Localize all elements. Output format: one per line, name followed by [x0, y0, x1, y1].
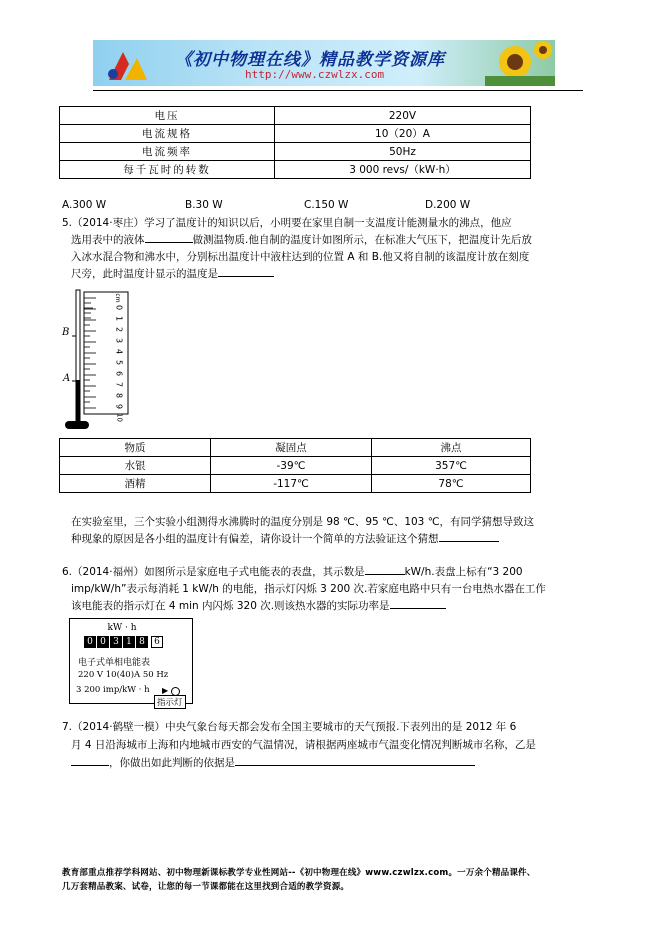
answer-blank[interactable]	[390, 598, 446, 609]
answer-blank[interactable]	[439, 531, 499, 542]
site-logo-icon	[99, 44, 159, 84]
table-cell: -117℃	[211, 475, 372, 493]
ruler-scale: cm 0 1 2 3 4 5 6 7 8 9 10	[114, 293, 124, 422]
answer-blank[interactable]	[71, 755, 109, 766]
indicator-label: 指示灯	[154, 695, 186, 709]
option-d: D.200 W	[425, 199, 471, 211]
meter-name: 电子式单相电能表	[78, 658, 151, 668]
table-cell: 每千瓦时的转数	[60, 161, 275, 179]
q5-text: 尺旁，此时温度计显示的温度是	[71, 268, 218, 280]
q5-extra-line-1: 在实验室里，三个实验小组测得水沸腾时的温度分别是 98 ℃、95 ℃、103 ℃，有同学猜想导致这	[71, 516, 534, 528]
answer-blank[interactable]	[218, 266, 274, 277]
q5-text: 选用表中的液体	[71, 234, 145, 246]
meter-digit: 0	[97, 636, 109, 648]
header-rule	[93, 90, 583, 91]
table-cell: 电压	[60, 107, 275, 125]
table-header-row	[60, 439, 531, 457]
table-cell: 50Hz	[275, 143, 531, 161]
option-a: A.300 W	[62, 199, 107, 211]
table-cell: 水银	[60, 457, 211, 475]
table-row	[60, 125, 531, 143]
option-c: C.150 W	[304, 199, 349, 211]
q5-line-4	[71, 266, 274, 281]
q6-text: 该电能表的指示灯在 4 min 内闪烁 320 次.则该热水器的实际功率是	[71, 600, 390, 612]
q5-line-3: 入冰水混合物和沸水中，分别标出温度计中液柱达到的位置 A 和 B.他又将自制的该温度计放在刻度	[71, 251, 530, 263]
q5-extra-text: 种现象的原因是各小组的温度计有偏差，请你设计一个简单的方法验证这个猜想	[71, 533, 439, 545]
table-cell: 3 000 revs/（kW·h）	[275, 161, 531, 179]
meter-digit: 3	[110, 636, 122, 648]
column-header: 沸点	[372, 439, 531, 457]
table-cell: 10（20）A	[275, 125, 531, 143]
meter-imp: 3 200 imp/kW · h	[76, 685, 150, 695]
q6-line-1	[62, 564, 523, 579]
table-cell: 酒精	[60, 475, 211, 493]
q5-line-2	[71, 232, 532, 247]
footer-line-1: 教育部重点推荐学科网站、初中物理新课标教学专业性网站--《初中物理在线》www.czwlzx.com。一万余个精品课件、	[62, 868, 536, 878]
thermometer-figure	[62, 288, 132, 436]
footer-line-2: 几万套精品教案、试卷，让您的每一节课都能在这里找到合适的教学资源。	[62, 882, 350, 892]
column-header: 物质	[60, 439, 211, 457]
q6-line-2: imp/kW/h”表示每消耗 1 kW/h 的电能，指示灯闪烁 3 200 次.若家庭电路中只有一台电热水器在工作	[71, 583, 546, 595]
answer-blank[interactable]	[145, 232, 193, 243]
table-cell: 220V	[275, 107, 531, 125]
q7-text: ，你做出如此判断的依据是	[109, 757, 235, 769]
meter-digit: 1	[123, 636, 135, 648]
column-header: 凝固点	[211, 439, 372, 457]
label-b: B	[62, 327, 70, 338]
page-footer	[62, 866, 602, 894]
table-cell: 电流频率	[60, 143, 275, 161]
meter-spec: 220 V 10(40)A 50 Hz	[78, 670, 169, 680]
q6-line-3	[71, 598, 446, 613]
table-row	[60, 161, 531, 179]
option-b: B.30 W	[185, 199, 223, 211]
meter-decimal-digit: 6	[151, 636, 163, 648]
meter-digit: 0	[84, 636, 96, 648]
meter-digit: 8	[136, 636, 148, 648]
arrow-right-icon: ▶	[162, 686, 169, 695]
q5-line-1: 5.（2014·枣庄）学习了温度计的知识以后，小明要在家里自制一支温度计能测量水的沸点，他应	[62, 217, 512, 229]
table-cell: 电流规格	[60, 125, 275, 143]
table-cell: -39℃	[211, 457, 372, 475]
table-row	[60, 107, 531, 125]
materials-table	[59, 438, 531, 493]
q5-extra-line-2	[71, 531, 499, 546]
answer-blank[interactable]	[235, 755, 475, 766]
q6-text: kW/h.表盘上标有“3 200	[404, 566, 523, 578]
table-row	[60, 457, 531, 475]
banner-url: http://www.czwlzx.com	[245, 68, 385, 81]
sunflower-icon	[485, 40, 555, 86]
meter-unit: kW · h	[107, 623, 137, 633]
banner-title: 《初中物理在线》精品教学资源库	[175, 50, 445, 70]
q7-line-2: 月 4 日沿海城市上海和内地城市西安的气温情况，请根据两座城市气温变化情况判断城市名称，乙是	[71, 739, 536, 751]
meter-digits	[84, 636, 163, 648]
meter-spec-table	[59, 106, 531, 179]
answer-blank[interactable]	[365, 564, 405, 575]
energy-meter-panel	[69, 618, 193, 708]
q7-line-3	[71, 755, 475, 770]
label-a: A	[63, 373, 71, 384]
table-row	[60, 475, 531, 493]
q6-text: 6.（2014·福州）如图所示是家庭电子式电能表的表盘，其示数是	[62, 566, 365, 578]
table-row	[60, 143, 531, 161]
table-cell: 357℃	[372, 457, 531, 475]
q7-line-1: 7.（2014·鹤壁一模）中央气象台每天都会发布全国主要城市的天气预报.下表列出的是 2012 年 6	[62, 721, 517, 733]
q5-text: 做测温物质.他自制的温度计如图所示，在标准大气压下，把温度计先后放	[192, 234, 532, 246]
header-banner	[93, 40, 555, 86]
table-cell: 78℃	[372, 475, 531, 493]
